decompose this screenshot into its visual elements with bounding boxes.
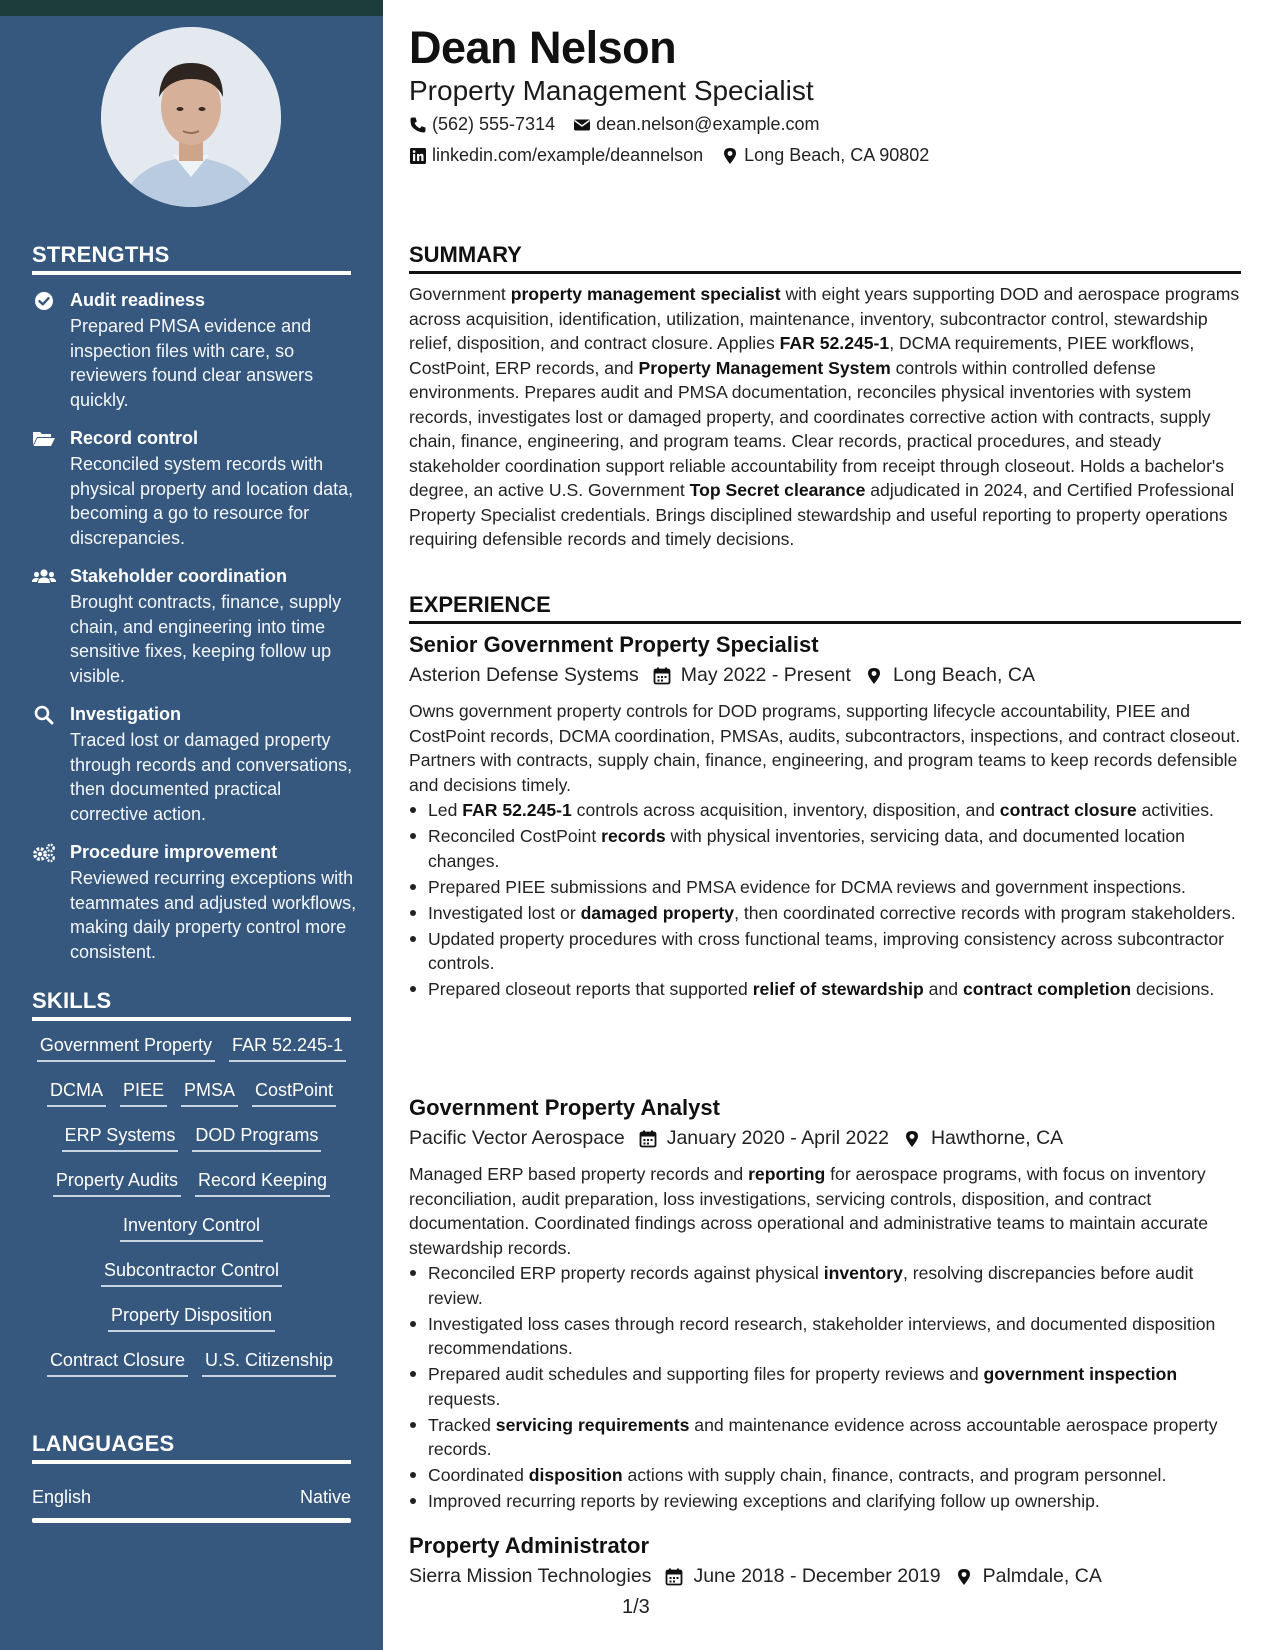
job-meta [409,664,1035,687]
job-summary: Owns government property controls for DOD programs, supporting lifecycle accountability, PIEE and CostPoint records, DCMA coordination, PMSAs, audits, subcontractors, inspections, and contract closeout. Partners with contracts, supply chain, finance, engineering, and program teams to keep records defensible and decisions timely. [409,701,1241,795]
linkedin-icon [409,147,427,165]
contact-row [409,145,947,166]
job-title: Government Property Analyst [409,1095,720,1120]
company-name: Pacific Vector Aerospace [409,1127,625,1149]
job-title: Property Administrator [409,1533,650,1558]
bullet-item: Tracked servicing requirements and maintenance evidence across accountable aerospace property records. [409,1413,1241,1462]
language-level: Native [299,1487,351,1507]
calendar-icon [665,1568,683,1586]
skill-tag: FAR 52.245-1 [229,1033,346,1062]
job-bullets [409,798,1241,1003]
strength-title: Investigation [70,704,182,724]
bullet-item: Prepared closeout reports that supported relief of stewardship and contract completion decisions. [409,977,1241,1002]
contact-linkedin[interactable] [409,145,703,166]
phone-number: (562) 555-7314 [432,114,556,134]
skill-row [32,1258,351,1303]
company-name: Sierra Mission Technologies [409,1565,652,1587]
summary-heading: SUMMARY [409,242,1241,274]
skills-heading: SKILLS [32,988,351,1021]
skill-row [32,1078,351,1123]
job-dates: May 2022 - Present [680,664,851,686]
calendar-icon [653,667,671,685]
strength-title: Record control [70,428,199,448]
job-location: Hawthorne, CA [930,1127,1064,1149]
company-name: Asterion Defense Systems [409,664,639,686]
job-meta [409,1565,1102,1588]
job-summary: Managed ERP based property records and reporting for aerospace programs, with focus on inventory reconciliation, audit preparation, loss investigations, servicing controls, disposition, and contract documentation. Coordinated findings across operational and administrative teams to maintain accurate stewardship records. [409,1164,1209,1258]
strength-description: Traced lost or damaged property through records and conversations, then documented practical corrective action. [70,730,353,824]
contact-phone[interactable] [409,114,555,135]
bullet-item: Reconciled ERP property records against physical inventory, resolving discrepancies before audit review. [409,1261,1241,1310]
map-marker-icon [721,147,739,165]
sidebar-top-band [0,0,383,16]
strength-title: Stakeholder coordination [70,566,288,586]
contact-row [409,114,838,135]
map-marker-icon [955,1568,973,1586]
skill-tag: Property Disposition [108,1303,275,1332]
contact-email[interactable] [573,114,819,135]
skill-row [32,1213,351,1258]
strengths-heading: STRENGTHS [32,242,351,275]
envelope-icon [573,116,591,134]
check-circle-icon [32,291,56,311]
sidebar [0,0,383,1650]
contact-location [721,145,929,166]
skill-row [32,1168,351,1213]
bullet-item: Coordinated disposition actions with supply chain, finance, contracts, and program personnel. [409,1463,1241,1488]
strength-description: Reviewed recurring exceptions with teammates and adjusted workflows, making daily property control more consistent. [70,868,357,962]
bullet-item: Investigated loss cases through record research, stakeholder interviews, and documented disposition recommendations. [409,1312,1241,1361]
skill-row [32,1303,351,1348]
job-meta [409,1127,1063,1150]
language-item [32,1487,351,1515]
skill-row [32,1348,351,1393]
folder-open-icon [32,429,56,449]
job-location: Long Beach, CA [892,664,1035,686]
skill-row [32,1033,351,1078]
skill-tag: DCMA [47,1078,106,1107]
bullet-item: Investigated lost or damaged property, then coordinated corrective records with program stakeholders. [409,901,1241,926]
language-name: English [32,1487,92,1507]
bullet-item: Updated property procedures with cross functional teams, improving consistency across subcontractor controls. [409,927,1241,976]
strength-description: Brought contracts, finance, supply chain, and engineering into time sensitive fixes, keeping follow up visible. [70,592,342,686]
skills-list [32,1033,351,1393]
job-title: Senior Government Property Specialist [409,632,819,657]
skill-tag: PMSA [181,1078,238,1107]
map-marker-icon [865,667,883,685]
skill-tag: ERP Systems [62,1123,179,1152]
summary-text: Government property management specialist with eight years supporting DOD and aerospace programs across acquisition, identification, utilization, maintenance, inventory, subcontractor control, stewardship relief, disposition, and contract closure. Applies FAR 52.245-1, DCMA requirements, PIEE workflows, CostPoint, ERP records, and Property Management System controls within controlled defense environments. Prepares audit and PMSA documentation, reconciles physical inventories with system records, investigates lost or damaged property, and coordinates corrective action with contracts, supply chain, finance, engineering, and program teams. Clear records, practical procedures, and steady stakeholder coordination support reliable accountability from receipt through closeout. Holds a bachelor's degree, an active U.S. Government Top Secret clearance adjudicated in 2024, and Certified Professional Property Specialist credentials. Brings disciplined stewardship and useful reporting to property operations requiring defensible records and timely decisions. [409,284,1240,549]
skill-tag: PIEE [120,1078,167,1107]
phone-icon [409,116,427,134]
linkedin-url: linkedin.com/example/deannelson [432,145,704,165]
profile-photo [101,27,281,207]
skill-tag: Inventory Control [120,1213,263,1242]
gears-icon [32,843,56,863]
map-marker-icon [903,1130,921,1148]
candidate-role: Property Management Specialist [409,75,814,106]
skill-tag: Contract Closure [47,1348,188,1377]
languages-heading: LANGUAGES [32,1431,351,1464]
email-address: dean.nelson@example.com [596,114,820,134]
strength-title: Audit readiness [70,290,206,310]
experience-heading: EXPERIENCE [409,592,1241,624]
job-dates: January 2020 - April 2022 [666,1127,889,1149]
bullet-item: Prepared PIEE submissions and PMSA evidence for DCMA reviews and government inspections. [409,875,1241,900]
skill-tag: Subcontractor Control [101,1258,282,1287]
users-icon [32,567,56,587]
skill-tag: Government Property [37,1033,215,1062]
skill-tag: CostPoint [252,1078,336,1107]
job-dates: June 2018 - December 2019 [693,1565,941,1587]
search-icon [32,705,56,725]
bullet-item: Prepared audit schedules and supporting files for property reviews and government inspection requests. [409,1362,1241,1411]
strength-title: Procedure improvement [70,842,278,862]
skill-tag: DOD Programs [192,1123,321,1152]
skill-tag: Property Audits [53,1168,181,1197]
job-location: Palmdale, CA [982,1565,1102,1587]
strength-description: Reconciled system records with physical property and location data, becoming a go to resource for discrepancies. [70,454,354,548]
calendar-icon [639,1130,657,1148]
strength-description: Prepared PMSA evidence and inspection files with care, so reviewers found clear answers quickly. [70,316,314,410]
skill-tag: Record Keeping [195,1168,330,1197]
skill-tag: U.S. Citizenship [202,1348,336,1377]
page-number: 1/3 [622,1596,650,1618]
skill-row [32,1123,351,1168]
bullet-item: Improved recurring reports by reviewing exceptions and clarifying follow up ownership. [409,1489,1241,1514]
job-bullets [409,1261,1241,1515]
bullet-item: Reconciled CostPoint records with physical inventories, servicing data, and documented location changes. [409,824,1241,873]
candidate-name: Dean Nelson [409,22,677,73]
language-proficiency-bar [32,1518,351,1523]
location-text: Long Beach, CA 90802 [744,145,930,165]
bullet-item: Led FAR 52.245-1 controls across acquisition, inventory, disposition, and contract closure activities. [409,798,1241,823]
